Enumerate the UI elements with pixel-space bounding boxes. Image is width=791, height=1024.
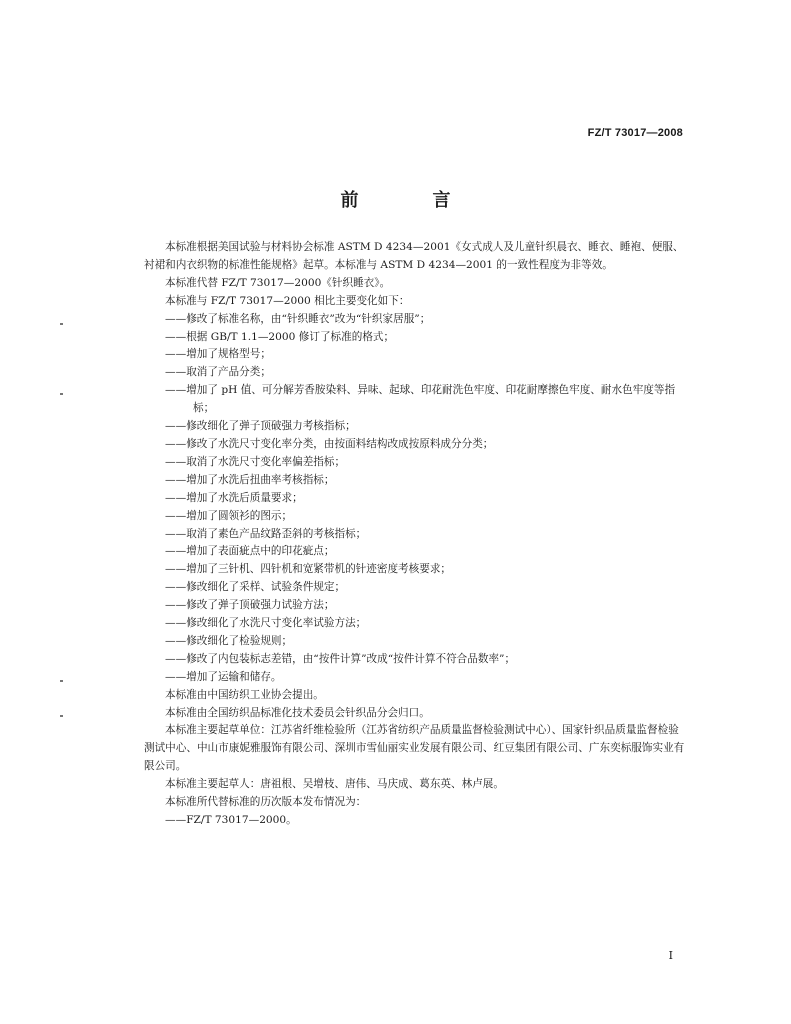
change-list-item: ——修改了标准名称，由“针织睡衣”改为“针织家居服”； (165, 312, 431, 325)
change-list-item: ——修改了水洗尺寸变化率分类，由按面料结构改成按原料成分分类； (165, 437, 494, 450)
change-list-item: ——取消了素色产品纹路歪斜的考核指标； (165, 527, 367, 540)
paragraph: 本标准由中国纺织工业协会提出。 (165, 688, 324, 701)
change-list-item: ——修改了内包装标志差错，由“按件计算”改成“按件计算不符合品数率”； (165, 652, 516, 665)
change-list-item: ——修改细化了弹子顶破强力考核指标； (165, 420, 356, 433)
change-list-item: ——取消了水洗尺寸变化率偏差指标； (165, 455, 346, 468)
scan-mark (60, 323, 63, 325)
paragraph: 本标准与 FZ/T 73017—2000 相比主要变化如下： (165, 294, 410, 307)
change-list-item: ——增加了圆领衫的图示； (165, 509, 293, 522)
paragraph: 本标准代替 FZ/T 73017—2000《针织睡衣》。 (165, 276, 391, 289)
change-list-item: ——增加了水洗后质量要求； (165, 491, 303, 504)
scan-mark (60, 680, 63, 682)
change-list-item: ——增加了三针机、四针机和宽紧带机的针迹密度考核要求； (165, 563, 452, 576)
foreword-body (144, 239, 686, 830)
paragraph: 本标准由全国纺织品标准化技术委员会针织品分会归口。 (165, 706, 430, 719)
change-list-item: ——取消了产品分类； (165, 366, 271, 379)
change-list-item: ——修改细化了检验规则； (165, 634, 293, 647)
change-list-item: ——增加了规格型号； (165, 348, 271, 361)
change-list-item: ——增加了 pH 值、可分解芳香胺染料、异味、起球、印花耐洗色牢度、印花耐摩擦色牢度、耐水色牢度等指标； (165, 384, 676, 415)
change-list-item: ——修改细化了水洗尺寸变化率试验方法； (165, 617, 367, 630)
page-number: I (668, 949, 673, 962)
change-list-item: ——增加了运输和储存。 (165, 670, 282, 683)
paragraph: 本标准所代替标准的历次版本发布情况为： (165, 796, 367, 809)
paragraph: 本标准主要起草单位：江苏省纤维检验所（江苏省纺织产品质量监督检验测试中心）、国家针织品质量监督检验测试中心、中山市康妮雅服饰有限公司、深圳市雪仙丽实业发展有限公司、红豆集团有限公司、广东奕标服饰实业有限公司。 (144, 724, 685, 773)
change-list-item: ——修改细化了采样、试验条件规定； (165, 581, 346, 594)
change-list-item: ——增加了水洗后扭曲率考核指标； (165, 473, 335, 486)
change-list-item: ——增加了表面疵点中的印花疵点； (165, 545, 335, 558)
scan-mark (60, 715, 63, 717)
scan-mark (60, 393, 63, 395)
change-list-item: ——修改了弹子顶破强力试验方法； (165, 599, 335, 612)
change-list-item: ——FZ/T 73017—2000。 (165, 814, 297, 826)
change-list-item: ——根据 GB/T 1.1—2000 修订了标准的格式； (165, 330, 395, 343)
paragraph: 本标准主要起草人：唐祖根、吴增枝、唐伟、马庆成、葛东英、林卢展。 (165, 778, 504, 791)
paragraph: 本标准根据美国试验与材料协会标准 ASTM D 4234—2001《女式成人及儿童针织晨衣、睡衣、睡袍、便服、衬裙和内衣织物的标准性能规格》起草。本标准与 ASTM D 4234—2001 的一致性程度为非等效。 (144, 241, 684, 271)
page-title: 前 言 (340, 190, 479, 211)
standard-code: FZ/T 73017—2008 (587, 127, 683, 139)
